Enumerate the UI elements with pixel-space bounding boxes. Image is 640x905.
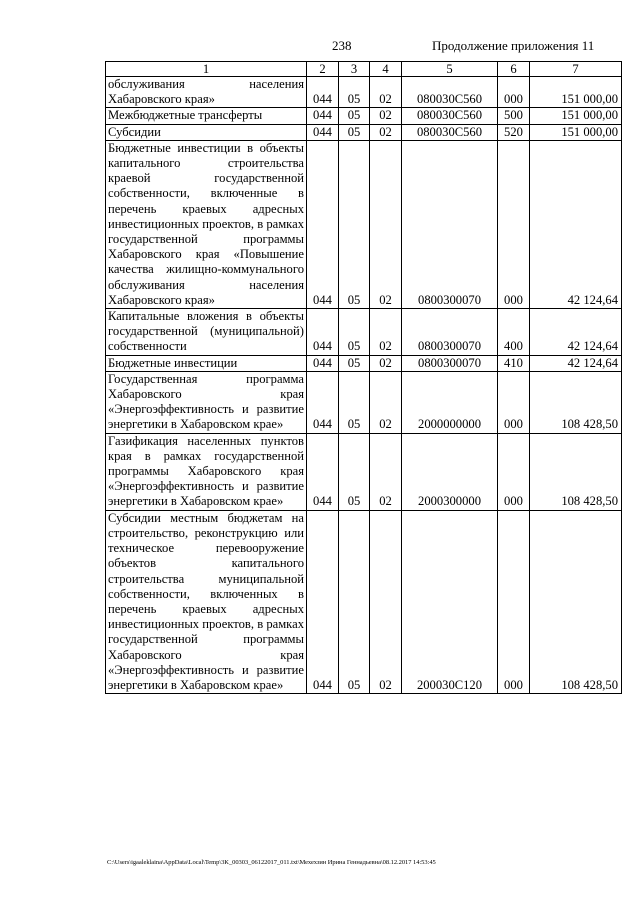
table-row [106, 371, 622, 433]
row-name: Капитальные вложения в объекты государственной (муниципальной) собственности [106, 309, 307, 356]
table-row [106, 140, 622, 308]
column-header-7: 7 [530, 62, 622, 77]
row-ministry-code: 044 [307, 140, 339, 308]
row-subsection: 02 [370, 309, 402, 356]
row-subsection: 02 [370, 510, 402, 693]
row-section: 05 [339, 309, 370, 356]
row-expense-type: 000 [498, 510, 530, 693]
header-row [106, 62, 622, 77]
row-amount: 42 124,64 [530, 140, 622, 308]
row-target-code: 2000000000 [402, 371, 498, 433]
row-amount: 108 428,50 [530, 433, 622, 510]
row-ministry-code: 044 [307, 309, 339, 356]
row-section: 05 [339, 108, 370, 124]
table-row [106, 433, 622, 510]
column-header-2: 2 [307, 62, 339, 77]
continuation-label: Продолжение приложения 11 [432, 38, 595, 53]
row-amount: 151 000,00 [530, 77, 622, 108]
row-subsection: 02 [370, 108, 402, 124]
row-name: Бюджетные инвестиции в объекты капитального строительства краевой государственной собственности, включенные в перечень краевых адресных инвестиционных проектов, в рамках государственной программы Хабаровского края «Повышение качества жилищно-коммунального обслуживания населения Хабаровского края» [106, 140, 307, 308]
row-section: 05 [339, 433, 370, 510]
row-expense-type: 500 [498, 108, 530, 124]
row-target-code: 080030С560 [402, 108, 498, 124]
row-name: Газификация населенных пунктов края в рамках государственной программы Хабаровского края «Энергоэффективность и развитие энергетики в Хабаровском крае» [106, 433, 307, 510]
row-amount: 42 124,64 [530, 355, 622, 371]
budget-table [105, 61, 622, 694]
file-path-footer: C:\Users\igaaleklaina\AppData\Local\Temp\3K_00303_06122017_011.txt\Мехехзин Ирина Геннадьевна\08.12.2017 14:53:45 [107, 859, 436, 866]
row-section: 05 [339, 371, 370, 433]
row-expense-type: 410 [498, 355, 530, 371]
row-ministry-code: 044 [307, 77, 339, 108]
table-row [106, 510, 622, 693]
row-section: 05 [339, 77, 370, 108]
row-ministry-code: 044 [307, 510, 339, 693]
row-name: Субсидии [106, 124, 307, 140]
row-name: обслуживания населения Хабаровского края» [106, 77, 307, 108]
row-name: Межбюджетные трансферты [106, 108, 307, 124]
row-subsection: 02 [370, 355, 402, 371]
row-subsection: 02 [370, 140, 402, 308]
table-row [106, 124, 622, 140]
row-name: Государственная программа Хабаровского края «Энергоэффективность и развитие энергетики в Хабаровском крае» [106, 371, 307, 433]
row-ministry-code: 044 [307, 124, 339, 140]
row-target-code: 2000300000 [402, 433, 498, 510]
row-target-code: 0800300070 [402, 140, 498, 308]
row-ministry-code: 044 [307, 355, 339, 371]
row-section: 05 [339, 140, 370, 308]
column-header-6: 6 [498, 62, 530, 77]
row-expense-type: 520 [498, 124, 530, 140]
row-expense-type: 000 [498, 433, 530, 510]
column-header-1: 1 [106, 62, 307, 77]
row-target-code: 0800300070 [402, 309, 498, 356]
column-header-3: 3 [339, 62, 370, 77]
row-ministry-code: 044 [307, 108, 339, 124]
row-section: 05 [339, 510, 370, 693]
table-row [106, 108, 622, 124]
row-amount: 151 000,00 [530, 108, 622, 124]
row-expense-type: 000 [498, 140, 530, 308]
row-expense-type: 000 [498, 77, 530, 108]
row-amount: 42 124,64 [530, 309, 622, 356]
table-row [106, 309, 622, 356]
row-amount: 151 000,00 [530, 124, 622, 140]
row-expense-type: 400 [498, 309, 530, 356]
row-target-code: 200030С120 [402, 510, 498, 693]
row-subsection: 02 [370, 371, 402, 433]
row-section: 05 [339, 124, 370, 140]
table-row [106, 77, 622, 108]
row-subsection: 02 [370, 124, 402, 140]
row-target-code: 0800300070 [402, 355, 498, 371]
row-name: Субсидии местным бюджетам на строительство, реконструкцию или техническое перевооружение объектов капитального строительства муниципальной собственности, включенных в перечень краевых адресных инвестиционных проектов, в рамках государственной программы Хабаровского края «Энергоэффективность и развитие энергетики в Хабаровском крае» [106, 510, 307, 693]
row-section: 05 [339, 355, 370, 371]
row-name: Бюджетные инвестиции [106, 355, 307, 371]
table-row [106, 355, 622, 371]
row-ministry-code: 044 [307, 371, 339, 433]
column-header-4: 4 [370, 62, 402, 77]
row-expense-type: 000 [498, 371, 530, 433]
row-subsection: 02 [370, 77, 402, 108]
row-target-code: 080030С560 [402, 124, 498, 140]
page-number: 238 [332, 38, 352, 53]
column-header-5: 5 [402, 62, 498, 77]
row-amount: 108 428,50 [530, 371, 622, 433]
row-target-code: 080030С560 [402, 77, 498, 108]
row-ministry-code: 044 [307, 433, 339, 510]
row-amount: 108 428,50 [530, 510, 622, 693]
row-subsection: 02 [370, 433, 402, 510]
